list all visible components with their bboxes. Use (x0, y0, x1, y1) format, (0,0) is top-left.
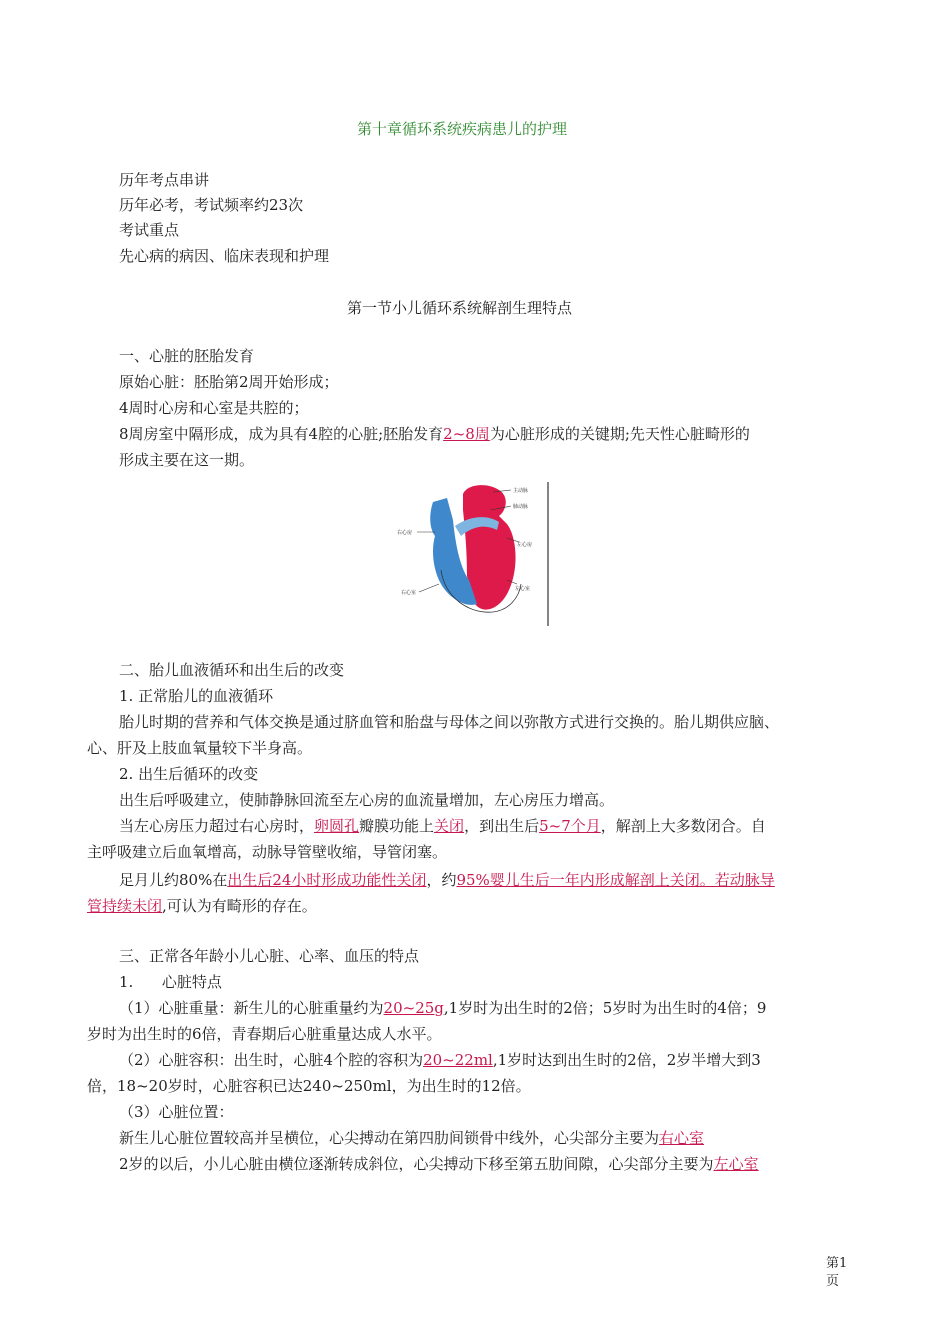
highlight: 95%婴儿生后一年内形成解剖上关闭。若动脉导 (456, 871, 775, 889)
text: ，解剖上大多数闭合。自 (600, 817, 766, 835)
text: 新生儿心脏位置较高并呈横位，心尖搏动在第四肋间锁骨中线外，心尖部分主要为 (119, 1129, 660, 1147)
highlight: 左心室 (713, 1155, 759, 1173)
s3-line: （3）心脏位置： (119, 1103, 234, 1121)
s2-line (87, 896, 317, 916)
heart-diagram (395, 480, 560, 630)
intro-line: 先心病的病因、临床表现和护理 (119, 247, 330, 265)
intro-line: 历年必考，考试频率约23次 (119, 196, 304, 214)
intro-line: 考试重点 (119, 221, 180, 239)
label-right-ventricle: 右心室 (401, 590, 417, 596)
s2-heading: 二、胎儿血液循环和出生后的改变 (119, 661, 345, 679)
text: ,1岁时达到出生时的2倍，2岁半增大到3 (492, 1051, 761, 1069)
label-left-atrium: 左心房 (517, 542, 533, 548)
s3-line (119, 1128, 704, 1148)
text: 瓣膜功能上 (359, 817, 435, 835)
chapter-title: 第十章循环系统疾病患儿的护理 (357, 120, 568, 138)
text: ，到出生后 (464, 817, 540, 835)
highlight: 20~25g (383, 999, 444, 1017)
s1-line (119, 424, 750, 444)
text: 8周房室中隔形成，成为具有4腔的心脏;胚胎发育 (119, 425, 444, 443)
s1-heading: 一、心脏的胚胎发育 (119, 347, 255, 365)
s3-line (119, 1154, 759, 1174)
highlight: 出生后24小时形成功能性关闭 (227, 871, 427, 889)
text: （2）心脏容积：出生时，心脏4个腔的容积为 (119, 1051, 424, 1069)
section-title: 第一节小儿循环系统解剖生理特点 (347, 299, 573, 317)
s2-line: 主呼吸建立后血氧增高，动脉导管壁收缩，导管闭塞。 (87, 843, 448, 861)
s2-subheading: 2. 出生后循环的改变 (119, 765, 259, 783)
text: ,1岁时为出生时的2倍；5岁时为出生时的4倍；9 (443, 999, 767, 1017)
s2-subheading: 1. 正常胎儿的血液循环 (119, 687, 274, 705)
label-pulmonary-artery: 肺动脉 (513, 504, 529, 510)
s1-line: 4周时心房和心室是共腔的； (119, 399, 309, 417)
s3-line (119, 1050, 761, 1070)
highlight: 关闭 (434, 817, 465, 835)
s2-line: 心、肝及上肢血氧量较下半身高。 (87, 739, 313, 757)
text: ，约 (426, 871, 457, 889)
intro-line: 历年考点串讲 (119, 171, 210, 189)
text: （1）心脏重量：新生儿的心脏重量约为 (119, 999, 384, 1017)
label-right-atrium: 右心房 (397, 530, 413, 536)
highlight: 管持续未闭 (87, 897, 163, 915)
highlight: 2~8周 (443, 425, 490, 443)
s3-heading: 三、正常各年龄小儿心脏、心率、血压的特点 (119, 947, 420, 965)
highlight: 5~7个月 (539, 817, 601, 835)
highlight: 卵圆孔 (314, 817, 360, 835)
s2-line (119, 870, 775, 890)
leader-line (419, 584, 439, 592)
s1-line: 原始心脏：胚胎第2周开始形成； (119, 373, 339, 391)
text: ,可认为有畸形的存在。 (162, 897, 317, 915)
s1-line: 形成主要在这一期。 (119, 451, 255, 469)
page-number: 第1 (826, 1256, 848, 1271)
s3-subheading: 1. 心脏特点 (119, 973, 222, 991)
text: 足月儿约80%在 (119, 871, 228, 889)
page-number-suffix: 页 (826, 1274, 840, 1289)
s3-line: 岁时为出生时的6倍，青春期后心脏重量达成人水平。 (87, 1025, 442, 1043)
highlight: 20~22ml (423, 1051, 493, 1069)
highlight: 右心室 (659, 1129, 705, 1147)
text: 2岁的以后，小儿心脏由横位逐渐转成斜位，心尖搏动下移至第五肋间隙，心尖部分主要为 (119, 1155, 714, 1173)
text: 当左心房压力超过右心房时， (119, 817, 315, 835)
label-aorta: 主动脉 (513, 488, 529, 494)
s2-line (119, 816, 766, 836)
s3-line: 倍，18~20岁时，心脏容积已达240~250ml，为出生时的12倍。 (87, 1077, 531, 1095)
s2-line: 胎儿时期的营养和气体交换是通过脐血管和胎盘与母体之间以弥散方式进行交换的。胎儿期供应脑、 (119, 713, 780, 731)
s2-line: 出生后呼吸建立，使肺静脉回流至左心房的血流量增加，左心房压力增高。 (119, 791, 615, 809)
s3-line (119, 998, 766, 1018)
label-left-ventricle: 左心室 (515, 586, 531, 592)
text: 为心脏形成的关键期;先天性心脏畸形的 (489, 425, 750, 443)
